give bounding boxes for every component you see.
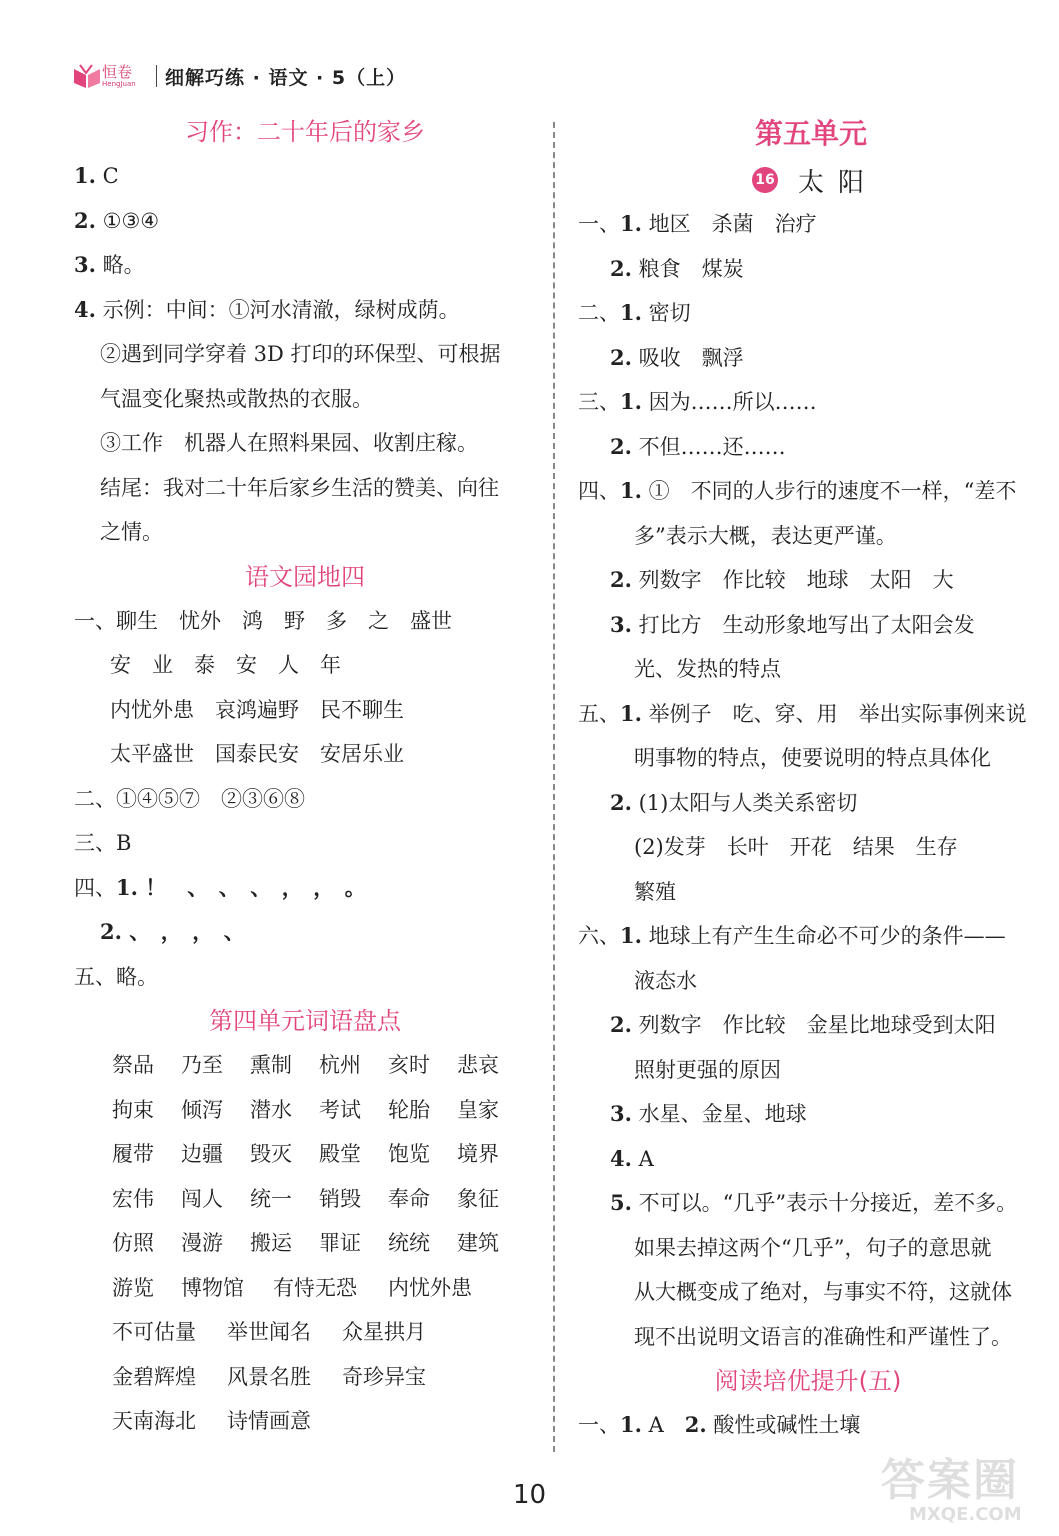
- vocab-row: 游览 博物馆 有恃无恐 内忧外患: [112, 1275, 472, 1300]
- answer-line: 内忧外患 哀鸿遍野 民不聊生: [110, 697, 404, 722]
- answer-line: 3. 水星、金星、地球: [610, 1101, 807, 1126]
- answer-line: 2. ①③④: [74, 207, 160, 233]
- right-column: [578, 110, 1038, 1448]
- answer-line: 繁殖: [634, 879, 676, 904]
- publisher-logo: [72, 59, 150, 93]
- vocab-row: 祭品 乃至 熏制 杭州 亥时 悲哀: [112, 1053, 499, 1077]
- answer-line: 五、1. 举例子 吃、穿、用 举出实际事例来说: [578, 700, 1027, 726]
- answer-line: 液态水: [634, 968, 697, 993]
- answer-line: 3. 略。: [74, 252, 145, 277]
- answer-line: 2. 不但……还……: [610, 433, 786, 459]
- unit-title: 第五单元: [754, 117, 867, 150]
- answer-line: 三、1. 因为……所以……: [578, 389, 817, 414]
- answer-line: 明事物的特点，使要说明的特点具体化: [634, 746, 991, 770]
- answer-line: ③工作 机器人在照料果园、收割庄稼。: [100, 431, 478, 455]
- logo-text: 恒卷: [102, 63, 133, 81]
- answer-line: 光、发热的特点: [634, 657, 781, 681]
- answer-line: 六、1. 地球上有产生生命必不可少的条件——: [578, 923, 1006, 948]
- watermark-text: 答案圈: [881, 1455, 1019, 1506]
- book-logo-icon: [72, 61, 102, 91]
- answer-line: (2)发芽 长叶 开花 结果 生存: [634, 835, 958, 859]
- answer-line: 四、1. ① 不同的人步行的速度不一样，“差不: [578, 478, 1017, 503]
- header-separator: [156, 65, 157, 87]
- answer-line: 2. 列数字 作比较 地球 太阳 大: [610, 567, 954, 592]
- watermark-url: MXQE.COM: [909, 1504, 1022, 1525]
- vocab-row: 宏伟 闯人 统一 销毁 奉命 象征: [112, 1186, 499, 1211]
- answer-line: 照射更强的原因: [634, 1057, 781, 1082]
- watermark: [881, 1444, 1037, 1524]
- section-title-reading: 阅读培优提升(五): [714, 1367, 902, 1395]
- answer-line: 五、略。: [74, 964, 158, 989]
- section-title-garden: 语文园地四: [245, 562, 365, 591]
- answer-line: 如果去掉这两个“几乎”，句子的意思就: [634, 1235, 992, 1260]
- logo-subtext: HengJuan: [102, 80, 136, 88]
- answer-line: 4. 示例：中间：①河水清澈，绿树成荫。: [74, 296, 460, 322]
- answer-line: 二、①④⑤⑦ ②③⑥⑧: [74, 786, 305, 811]
- right-answer-lines: [578, 202, 1038, 1359]
- answer-line: 三、B: [74, 831, 132, 855]
- answer-line: 一、1. A 2. 酸性或碱性土壤: [578, 1412, 861, 1437]
- vocab-row: 天南海北 诗情画意: [112, 1409, 311, 1433]
- answer-line: 之情。: [100, 520, 163, 544]
- lesson-title: 太阳: [797, 167, 878, 198]
- vocab-row: 履带 边疆 毁灭 殿堂 饱览 境界: [112, 1142, 499, 1166]
- answer-line: 5. 不可以。“几乎”表示十分接近，差不多。: [610, 1190, 1018, 1215]
- answer-line: 3. 打比方 生动形象地写出了太阳会发: [610, 611, 975, 637]
- answer-line: 太平盛世 国泰民安 安居乐业: [110, 742, 404, 766]
- answer-line: 2. 、 ， ， 、: [100, 919, 245, 944]
- answer-line: 从大概变成了绝对，与事实不符，这就体: [634, 1280, 1012, 1304]
- lesson-number-badge: 16: [752, 167, 778, 193]
- vocab-row: 仿照 漫游 搬运 罪证 统统 建筑: [112, 1231, 499, 1255]
- section-title-writing: 习作：二十年后的家乡: [185, 118, 425, 146]
- answer-line: 4. A: [610, 1145, 654, 1171]
- vocab-row: 拘束 倾泻 潜水 考试 轮胎 皇家: [112, 1097, 499, 1122]
- answer-line: 一、1. 地区 杀菌 治疗: [578, 211, 817, 236]
- answer-line: ②遇到同学穿着 3D 打印的环保型、可根据: [100, 342, 501, 366]
- answer-line: 多”表示大概，表达更严谨。: [634, 523, 897, 548]
- page-number: 10: [512, 1480, 547, 1510]
- answer-line: 现不出说明文语言的准确性和严谨性了。: [634, 1324, 1012, 1349]
- left-column: [74, 110, 536, 1444]
- answer-line: 2. 吸收 飘浮: [610, 344, 744, 370]
- answer-line: 二、1. 密切: [578, 300, 691, 325]
- answer-line: 一、聊生 忧外 鸿 野 多 之 盛世: [74, 608, 452, 633]
- header-title: 细解巧练 · 语文 · 5（上）: [165, 66, 407, 89]
- vocab-row: 金碧辉煌 风景名胜 奇珍异宝: [112, 1364, 426, 1389]
- answer-line: 安 业 泰 安 人 年: [110, 653, 341, 677]
- page-header: [72, 58, 406, 94]
- answer-line: 1. C: [74, 163, 119, 188]
- column-divider: [553, 122, 555, 1452]
- vocab-row: 不可估量 举世闻名 众星拱月: [112, 1320, 426, 1344]
- answer-line: 四、1. ！ 、 、 、 ， ， 。: [74, 874, 366, 900]
- answer-line: 气温变化聚热或散热的衣服。: [100, 386, 373, 411]
- answer-line: 2. (1)太阳与人类关系密切: [610, 789, 858, 815]
- answer-line: 2. 粮食 煤炭: [610, 255, 744, 281]
- section-title-vocab: 第四单元词语盘点: [209, 1007, 401, 1035]
- lesson-heading: [592, 158, 1038, 202]
- answer-line: 2. 列数字 作比较 金星比地球受到太阳: [610, 1012, 996, 1037]
- answer-line: 结尾：我对二十年后家乡生活的赞美、向往: [100, 475, 499, 500]
